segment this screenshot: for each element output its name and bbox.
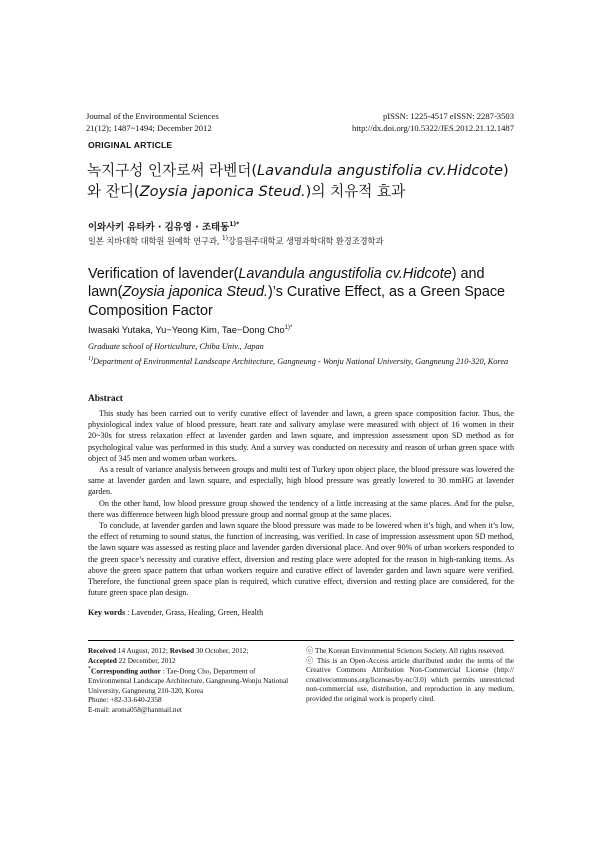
english-affiliations [88, 341, 528, 369]
korean-affiliation-2: 강릉원주대학교 생명과학대학 환경조경학과 [227, 236, 384, 246]
journal-header [86, 111, 219, 134]
abstract-paragraph: This study has been carried out to verify curative effect of lavender and lawn, a green space composition factor. Thus, the physiological index value of blood pressure, heart rate and salivary amylase were measured with object of 16 women in their 20~30s for stress relaxation effect at lavender garden and lawn square, and impression assessment upon SD method as for psychological value was performed in this study. And a survey was conducted on necessity and reason of urban green space with object of 345 men and women urban workers. [88, 409, 514, 463]
doi-link[interactable]: http://dx.doi.org/10.5322/JES.2012.21.12.1487 [352, 122, 514, 133]
corresponding-label: Corresponding author [91, 666, 161, 676]
english-title-scientific-name-1: Lavandula angustifolia cv.Hidcote [238, 266, 452, 282]
footnote-divider [88, 640, 514, 641]
revised-date: 30 October, 2012; [194, 646, 249, 655]
korean-affiliations [88, 235, 383, 247]
korean-title-scientific-name-2: Zoysia japonica Steud. [139, 183, 306, 200]
article-type: ORIGINAL ARTICLE [88, 140, 173, 150]
korean-title-part1: 녹지구성 인자로써 라벤더( [87, 162, 258, 179]
abstract-paragraph: As a result of variance analysis between groups and multi test of Turkey upon object place, the blood pressure was lowered the same at lavender garden and lawn square, and especially, high blood pressure was greatly lowered to 30 mmHG at lavender garden. [88, 465, 514, 497]
abstract-paragraph: To conclude, at lavender garden and lawn square the blood pressure was made to be lowered when it’s high, and when it’s low, the effect of returning to sound status, the function of increasing, was verified. In case of impression assessment upon SD method, the lawn square was assessed as resting place and lavender garden diversional place. And over 90% of urban workers responded to the green space’s necessity and curative effect, diversion and resting place were adopted for the reason in high-ranking items. As above the green space pattern that urban workers require and curative effect of lavender garden and lawn square were verified. Therefore, the functional green space plan is required, which curative effect, diversion and resting place are considered, for the future green space plan design. [88, 521, 514, 598]
keywords [88, 608, 263, 617]
received-date: 14 August, 2012; [115, 646, 170, 655]
issn: pISSN: 1225-4517 eISSN: 2287-3503 [382, 111, 514, 121]
english-title-scientific-name-2: Zoysia japonica Steud. [122, 284, 268, 301]
english-affiliation-mark: 1) [88, 356, 93, 363]
license-notice [306, 646, 514, 704]
phone: Phone: +82-33-640-2358 [88, 695, 162, 705]
accepted-label: Accepted [88, 655, 117, 665]
english-author-names: Iwasaki Yutaka, Yu−Yeong Kim, Tae−Dong Cho [88, 324, 285, 335]
english-author-mark: 1)* [284, 324, 293, 331]
corresponding-text: : Tae-Dong Cho, Department of Environmental Landscape Architecture, Gangneung-Wonju National University, Gangneung 210-320, Korea [88, 666, 289, 695]
received-label: Received [88, 646, 116, 655]
english-title-part1: Verification of lavender( [88, 266, 239, 282]
korean-title-scientific-name-1: Lavandula angustifolia cv.Hidcote [257, 162, 503, 179]
korean-affiliation-1: 일본 치바대학 대학원 원예학 연구과, [88, 236, 222, 246]
korean-authors [88, 219, 239, 233]
revised-label: Revised [169, 646, 195, 655]
abstract-body [88, 408, 514, 598]
received-revised-line [88, 646, 300, 656]
korean-author-names: 이와사키 유타카 · 김유영 · 조태동 [88, 222, 230, 233]
keywords-value: : Lavender, Grass, Healing, Green, Health [125, 608, 264, 617]
article-history [88, 646, 300, 715]
korean-title-part3: )의 치유적 효과 [305, 183, 406, 200]
english-title-part2: ) and lawn( [88, 266, 485, 301]
journal-identifiers [352, 111, 514, 134]
abstract-heading: Abstract [88, 394, 123, 404]
copyright-notice: ⓒ The Korean Environmental Sciences Society. All rights reserved. [306, 646, 505, 655]
email[interactable]: E-mail: aroma058@hanmail.net [88, 704, 182, 714]
english-affiliation-1: Graduate school of Horticulture, Chiba Univ., Japan [88, 342, 264, 351]
journal-name: Journal of the Environmental Sciences [86, 111, 219, 121]
english-affiliation-2: Department of Environmental Landscape Architecture, Gangneung - Wonju National University, Gangneung 210-320, Korea [93, 357, 509, 367]
korean-title-part2: )와 잔디( [87, 162, 509, 200]
license-text: ⓒ This is an Open-Access article distributed under the terms of the Creative Commons Attribution Non-Commercial License (http:// creativecommons.org/licenses/by-nc/3.0) which permits unrestricted non-commercial use, distribution, and reproduction in any medium, provided the original work is properly cited. [306, 655, 514, 703]
korean-author-mark: 1)* [229, 220, 240, 228]
english-authors [88, 324, 292, 335]
english-title-part3: )’s Curative Effect, as a Green Space Composition Factor [88, 284, 506, 319]
keywords-label: Key words [88, 608, 126, 617]
accepted-line [88, 656, 300, 666]
korean-affiliation-mark: 1) [221, 235, 228, 243]
accepted-date: 22 December, 2012 [116, 655, 176, 665]
english-affiliation-2-wrap [88, 353, 528, 368]
corresponding-mark: * [88, 666, 92, 673]
corresponding-author [88, 665, 300, 695]
abstract-paragraph: On the other hand, low blood pressure group showed the tendency of a little increasing at the same places. And for the pulse, there was difference between high blood pressure group and normal group at the same places. [88, 498, 514, 519]
english-title [88, 265, 528, 320]
journal-issue: 21(12); 1487~1494; December 2012 [86, 122, 212, 133]
korean-title [87, 160, 517, 202]
